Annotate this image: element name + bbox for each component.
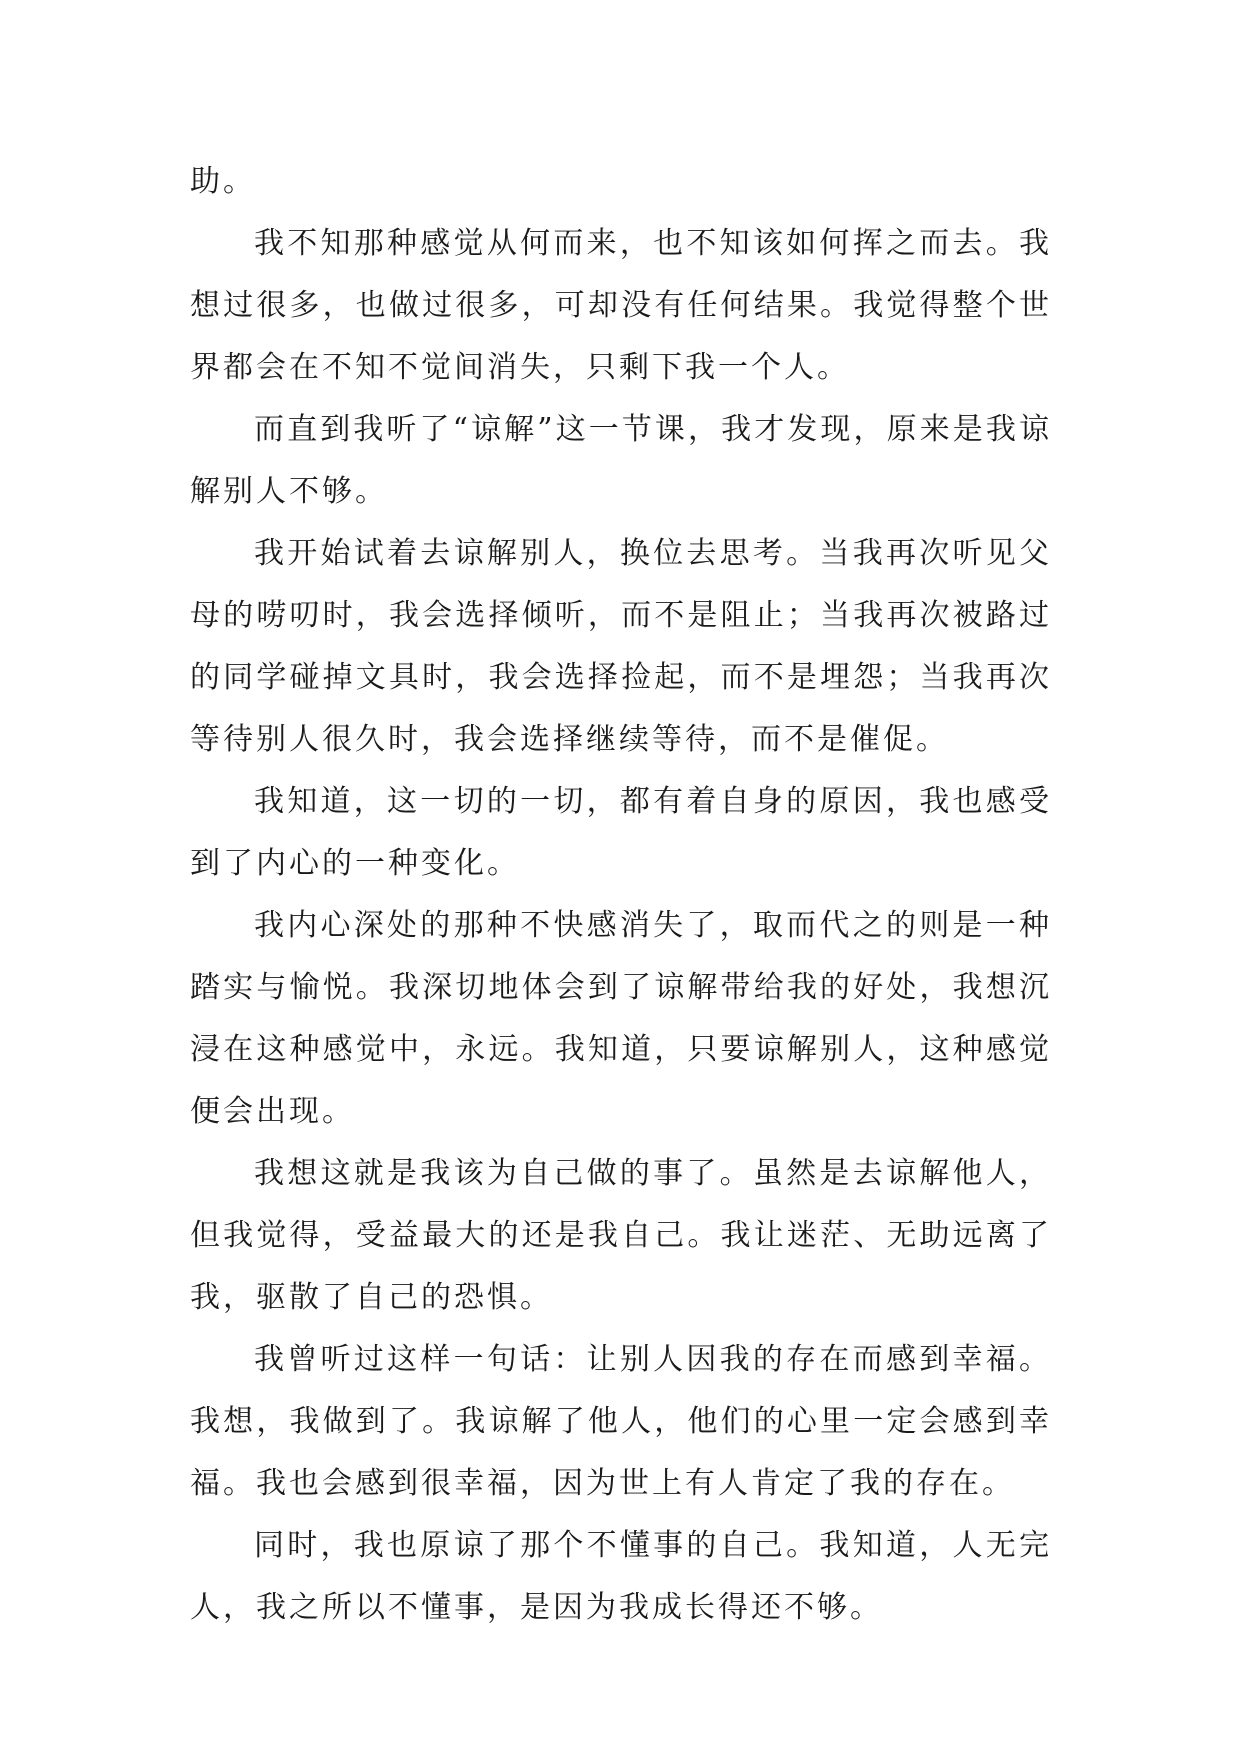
paragraph: 我不知那种感觉从何而来，也不知该如何挥之而去。我想过很多，也做过很多，可却没有任何结果。我觉得整个世界都会在不知不觉间消失，只剩下我一个人。 (190, 226, 1052, 385)
paragraph: 我内心深处的那种不快感消失了，取而代之的则是一种踏实与愉悦。我深切地体会到了谅解带给我的好处，我想沉浸在这种感觉中，永远。我知道，只要谅解别人，这种感觉便会出现。 (190, 908, 1052, 1129)
paragraph: 我想这就是我该为自己做的事了。虽然是去谅解他人，但我觉得，受益最大的还是我自己。我让迷茫、无助远离了我，驱散了自己的恐惧。 (190, 1156, 1052, 1315)
paragraph: 助。 (190, 164, 256, 199)
paragraph: 同时，我也原谅了那个不懂事的自己。我知道，人无完人，我之所以不懂事，是因为我成长得还不够。 (190, 1528, 1052, 1625)
paragraph: 我开始试着去谅解别人，换位去思考。当我再次听见父母的唠叨时，我会选择倾听，而不是阻止；当我再次被路过的同学碰掉文具时，我会选择捡起，而不是埋怨；当我再次等待别人很久时，我会选择继续等待，而不是催促。 (190, 536, 1052, 757)
document-body (190, 151, 1052, 1639)
paragraph: 而直到我听了“谅解”这一节课，我才发现，原来是我谅解别人不够。 (190, 412, 1052, 509)
paragraph: 我曾听过这样一句话：让别人因我的存在而感到幸福。我想，我做到了。我谅解了他人，他们的心里一定会感到幸福。我也会感到很幸福，因为世上有人肯定了我的存在。 (190, 1342, 1052, 1501)
paragraph: 我知道，这一切的一切，都有着自身的原因，我也感受到了内心的一种变化。 (190, 784, 1052, 881)
